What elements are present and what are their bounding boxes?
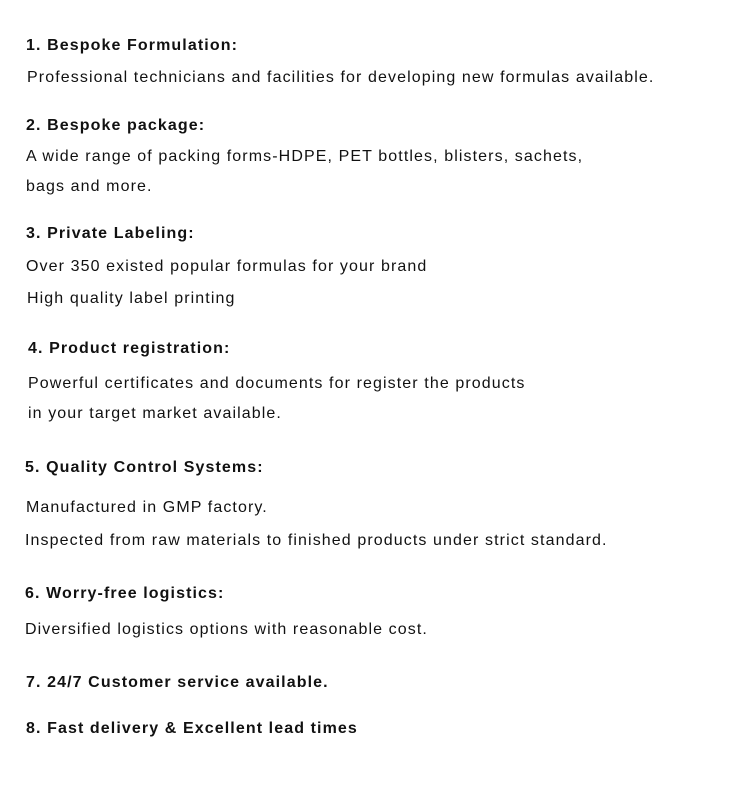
section-3-text-2: High quality label printing	[27, 290, 236, 307]
section-3-heading: 3. Private Labeling:	[26, 225, 195, 242]
section-4-text-1: Powerful certificates and documents for register the products	[28, 375, 526, 392]
section-4-heading: 4. Product registration:	[28, 340, 231, 357]
section-5-text-2: Inspected from raw materials to finished products under strict standard.	[25, 532, 608, 549]
section-2-heading: 2. Bespoke package:	[26, 117, 206, 134]
section-6-text-1: Diversified logistics options with reasonable cost.	[25, 621, 428, 638]
section-1-text-1: Professional technicians and facilities for developing new formulas available.	[27, 69, 655, 86]
section-7-heading: 7. 24/7 Customer service available.	[26, 674, 329, 691]
section-1-heading: 1. Bespoke Formulation:	[26, 37, 238, 54]
section-3-text-1: Over 350 existed popular formulas for your brand	[26, 258, 428, 275]
section-6-heading: 6. Worry-free logistics:	[25, 585, 225, 602]
section-4-text-2: in your target market available.	[28, 405, 282, 422]
section-2-text-1: A wide range of packing forms-HDPE, PET bottles, blisters, sachets,	[26, 148, 584, 165]
section-2-text-2: bags and more.	[26, 178, 153, 195]
section-5-heading: 5. Quality Control Systems:	[25, 459, 264, 476]
section-5-text-1: Manufactured in GMP factory.	[26, 499, 268, 516]
section-8-heading: 8. Fast delivery & Excellent lead times	[26, 720, 358, 737]
